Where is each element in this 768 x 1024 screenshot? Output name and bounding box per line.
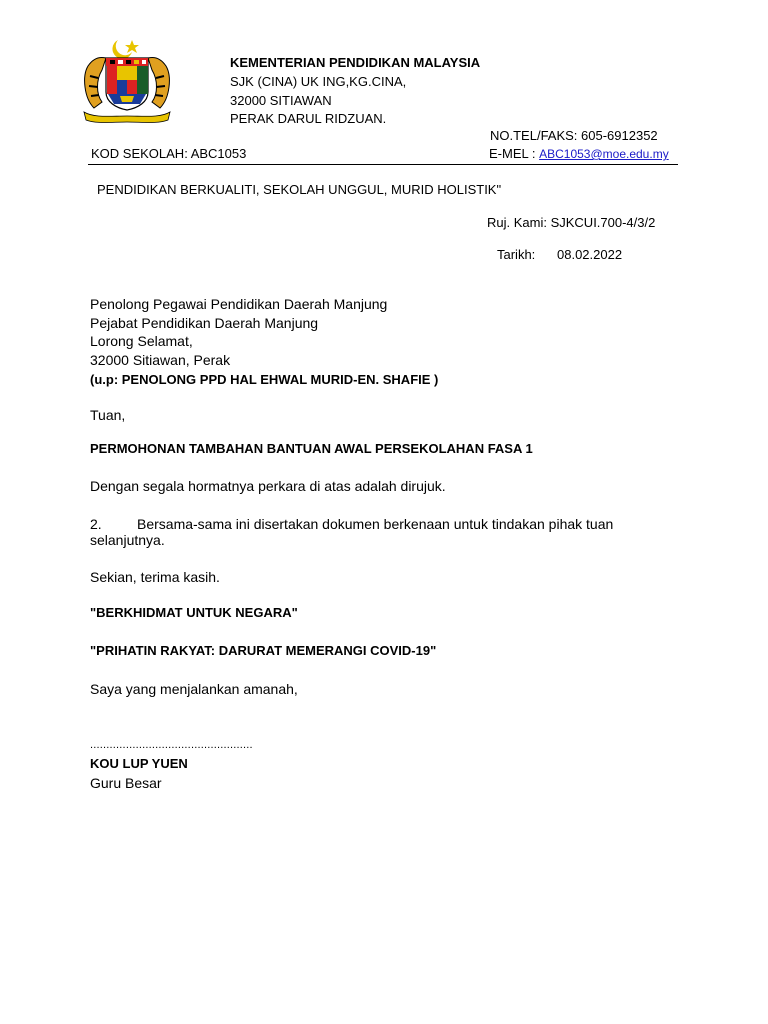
school-postcode-city: 32000 SITIAWAN xyxy=(230,93,332,108)
malaysia-coat-of-arms-icon xyxy=(80,36,174,124)
ministry-name: KEMENTERIAN PENDIDIKAN MALAYSIA xyxy=(230,55,481,70)
trust-line: Saya yang menjalankan amanah, xyxy=(90,681,298,697)
tel-fax: NO.TEL/FAKS: 605-6912352 xyxy=(490,128,658,143)
paragraph-2-line-2: selanjutnya. xyxy=(90,532,165,548)
letter-subject: PERMOHONAN TAMBAHAN BANTUAN AWAL PERSEKOLAHAN FASA 1 xyxy=(90,441,533,456)
reference-number: Ruj. Kami: SJKCUI.700-4/3/2 xyxy=(487,215,656,230)
email-label: E-MEL : xyxy=(489,146,536,161)
school-code: KOD SEKOLAH: ABC1053 xyxy=(91,146,247,161)
paragraph-2-line-1: Bersama-sama ini disertakan dokumen berkenaan untuk tindakan pihak tuan xyxy=(137,516,614,532)
paragraph-2-number: 2. xyxy=(90,516,102,532)
school-name: SJK (CINA) UK ING,KG.CINA, xyxy=(230,74,407,89)
signatory-title: Guru Besar xyxy=(90,775,162,791)
salutation: Tuan, xyxy=(90,407,126,423)
recipient-attention: (u.p: PENOLONG PPD HAL EHWAL MURID-EN. SHAFIE ) xyxy=(90,372,439,387)
email-row xyxy=(489,146,669,162)
date-label: Tarikh: xyxy=(497,247,536,262)
recipient-line-3: Lorong Selamat, xyxy=(90,333,193,349)
signature-dots: .................................................. xyxy=(90,739,253,751)
recipient-line-2: Pejabat Pendidikan Daerah Manjung xyxy=(90,315,319,331)
signatory-name: KOU LUP YUEN xyxy=(90,756,188,771)
slogan-2: "PRIHATIN RAKYAT: DARURAT MEMERANGI COVID-19" xyxy=(90,643,437,658)
date-value: 08.02.2022 xyxy=(557,247,623,262)
recipient-line-1: Penolong Pegawai Pendidikan Daerah Manjung xyxy=(90,296,388,312)
closing-line: Sekian, terima kasih. xyxy=(90,569,220,585)
school-motto: PENDIDIKAN BERKUALITI, SEKOLAH UNGGUL, MURID HOLISTIK" xyxy=(97,182,502,197)
email-link[interactable]: ABC1053@moe.edu.my xyxy=(539,147,669,161)
recipient-line-4: 32000 Sitiawan, Perak xyxy=(90,352,231,368)
slogan-1: "BERKHIDMAT UNTUK NEGARA" xyxy=(90,605,298,620)
school-state: PERAK DARUL RIDZUAN. xyxy=(230,111,387,126)
paragraph-1: Dengan segala hormatnya perkara di atas adalah dirujuk. xyxy=(90,478,446,494)
letterhead-divider xyxy=(88,164,678,165)
